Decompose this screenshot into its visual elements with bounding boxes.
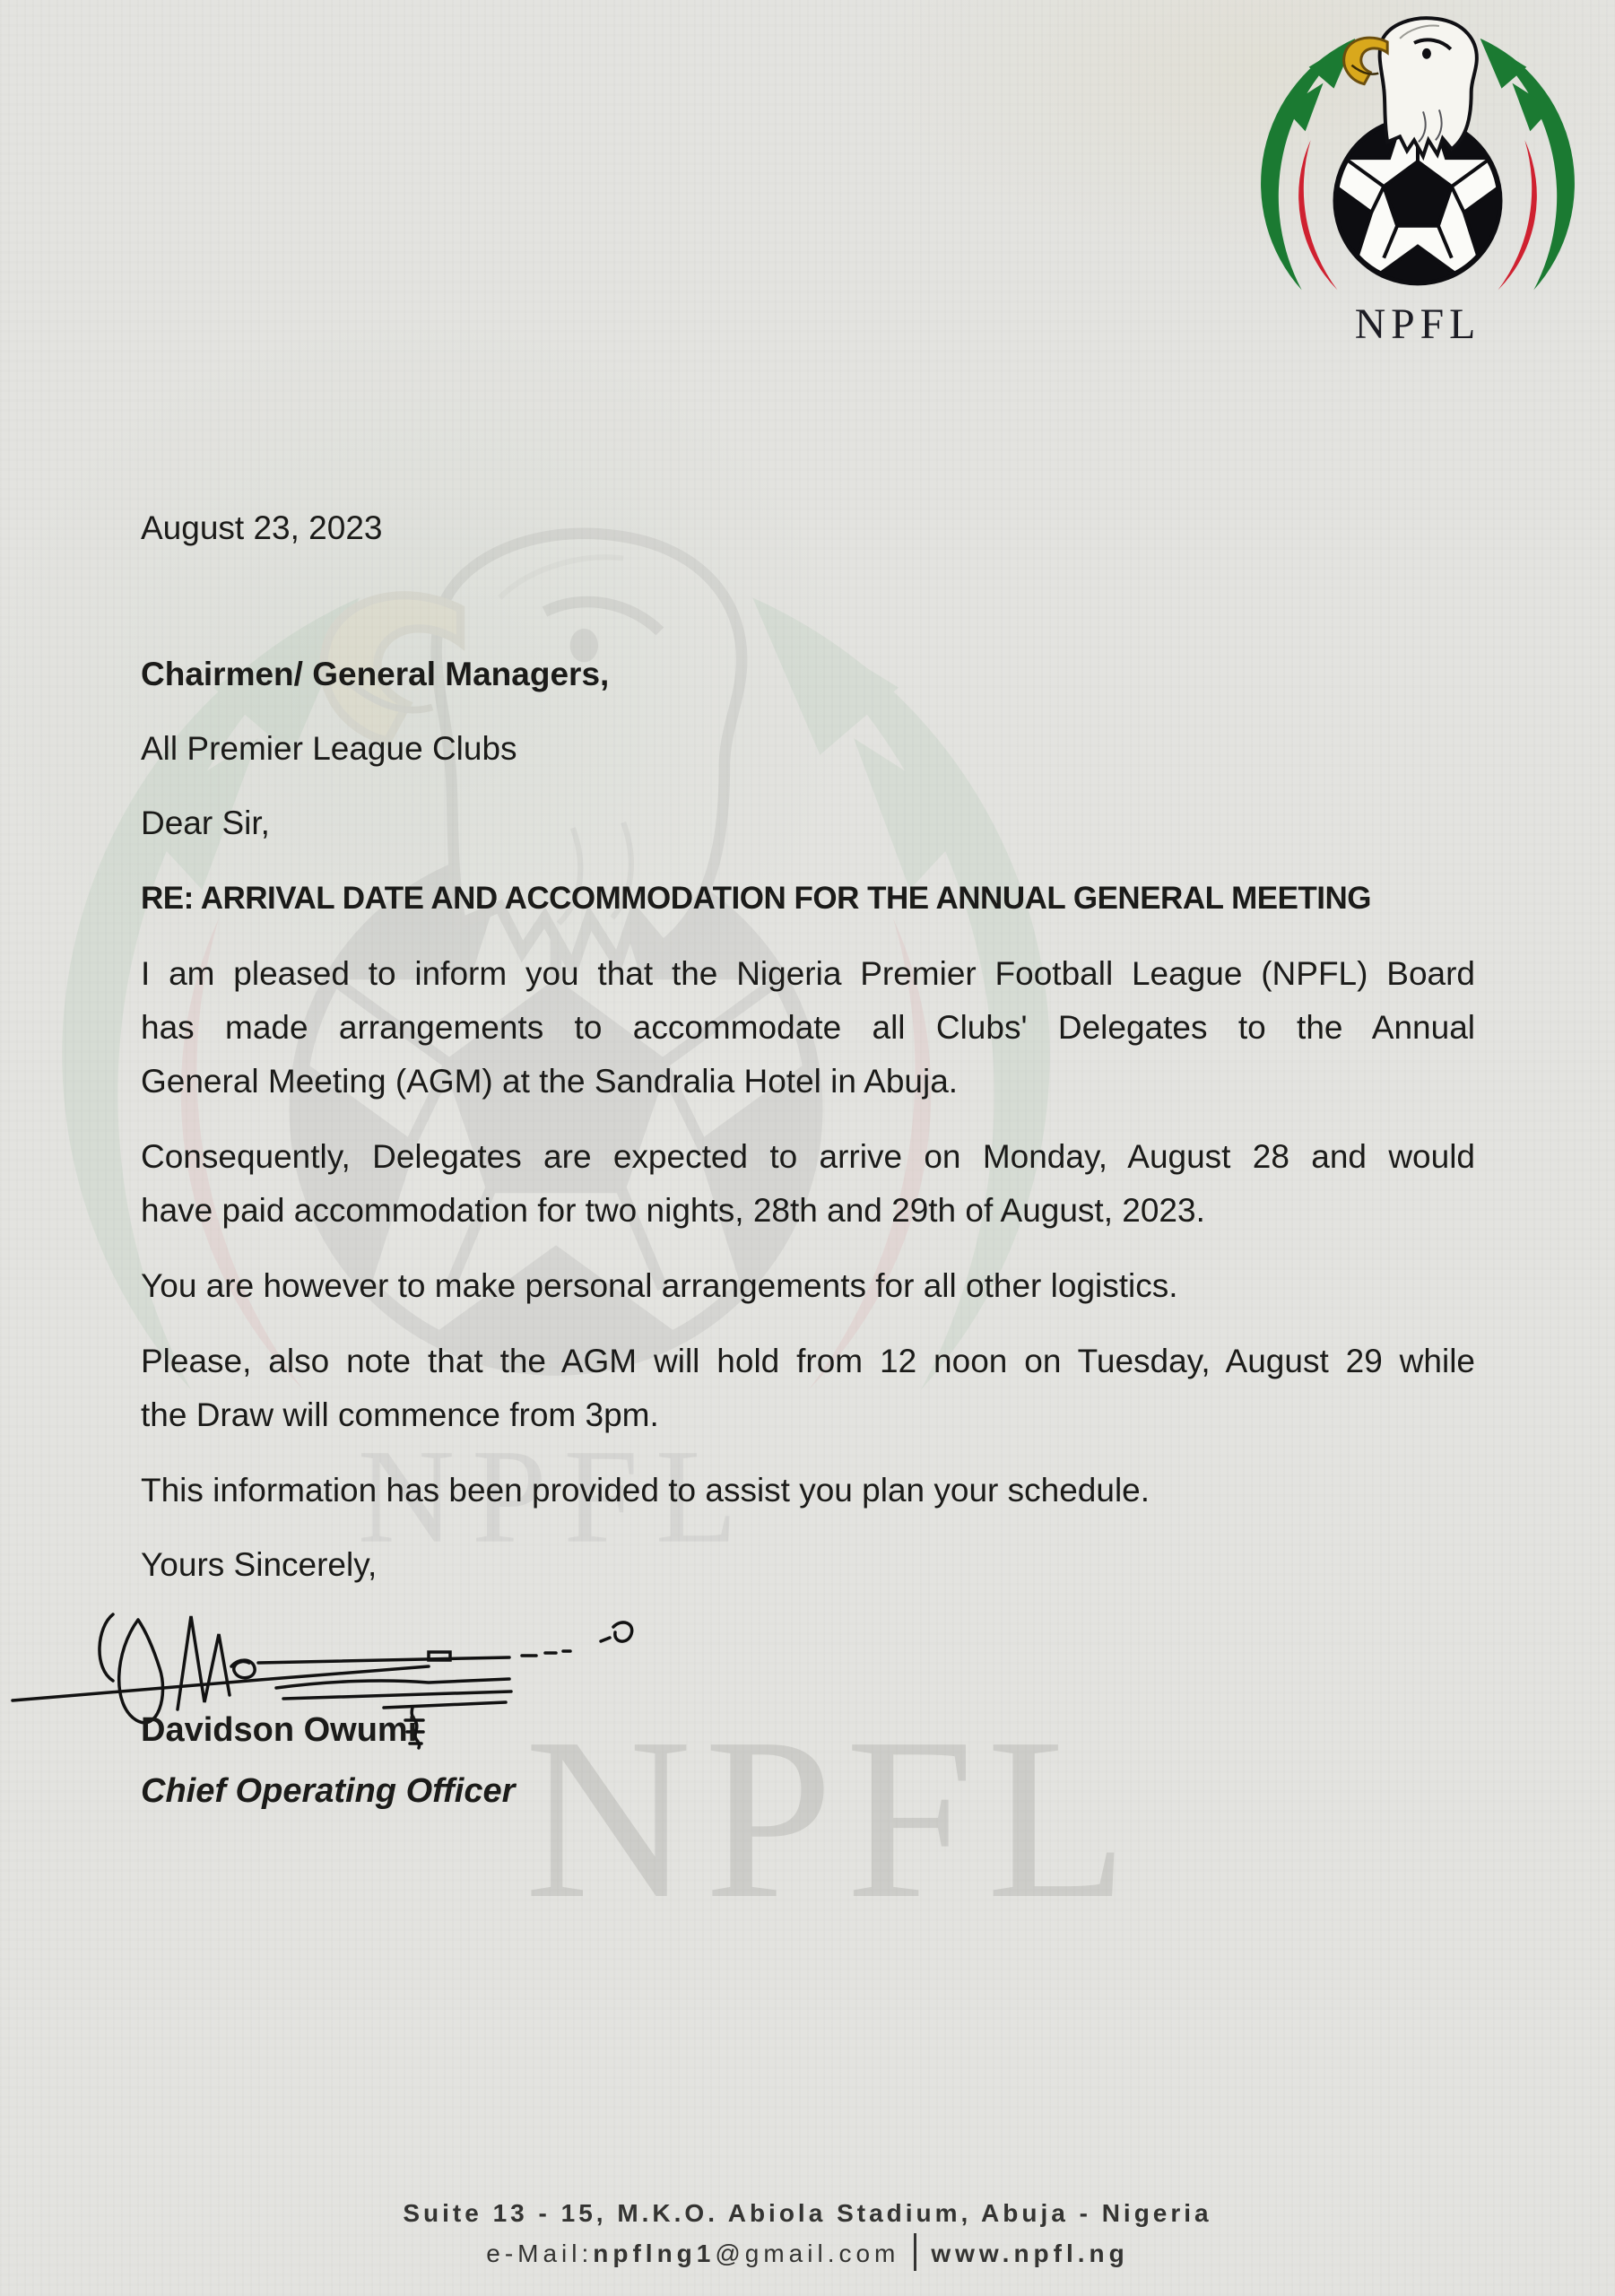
paragraph (141, 947, 1475, 1109)
closing: Yours Sincerely, (141, 1546, 378, 1583)
footer-email-label: e-Mail: (486, 2239, 594, 2267)
watermark-text: NPFL (525, 1690, 1141, 1946)
letter-date: August 23, 2023 (141, 509, 383, 546)
paragraph-line: the Draw will commence from 3pm. (141, 1396, 659, 1433)
paragraph-line: I am pleased to inform you that the Nigeria Premier Football League (NPFL) Board (141, 955, 1475, 992)
footer-contact-line (0, 2233, 1615, 2272)
paragraph (141, 1259, 1475, 1313)
footer-separator-bar (914, 2233, 916, 2271)
footer-address: Suite 13 - 15, M.K.O. Abiola Stadium, Abuja - Nigeria (403, 2199, 1212, 2227)
logo-wordmark: NPFL (1354, 300, 1481, 349)
recipient-title: Chairmen/ General Managers, (141, 656, 610, 692)
npfl-logo-emblem (1248, 5, 1587, 371)
signatory-name: Davidson Owumi (141, 1711, 418, 1749)
paragraph-line: has made arrangements to accommodate all Clubs' Delegates to the Annual (141, 1009, 1475, 1046)
salutation: Dear Sir, (141, 804, 270, 841)
paragraph-line: General Meeting (AGM) at the Sandralia Hotel in Abuja. (141, 1063, 959, 1100)
paragraph-line: Consequently, Delegates are expected to arrive on Monday, August 28 and would (141, 1138, 1475, 1175)
paragraph (141, 1464, 1475, 1518)
paragraph (141, 1335, 1475, 1442)
paragraph-line: Please, also note that the AGM will hold from 12 noon on Tuesday, August 29 while (141, 1343, 1475, 1379)
subject-line: RE: ARRIVAL DATE AND ACCOMMODATION FOR THE ANNUAL GENERAL MEETING (141, 881, 1372, 916)
footer-email-domain: @gmail.com (715, 2239, 900, 2267)
paragraph (141, 1130, 1475, 1238)
signatory-title: Chief Operating Officer (141, 1772, 516, 1810)
footer (0, 2196, 1615, 2272)
paragraph-line: This information has been provided to assist you plan your schedule. (141, 1472, 1150, 1509)
footer-website: www.npfl.ng (931, 2239, 1129, 2267)
footer-email-user: npflng1 (593, 2239, 716, 2267)
paragraph-line: You are however to make personal arrangements for all other logistics. (141, 1267, 1178, 1304)
recipient-org: All Premier League Clubs (141, 730, 517, 767)
paragraph-line: have paid accommodation for two nights, 28th and 29th of August, 2023. (141, 1192, 1205, 1229)
